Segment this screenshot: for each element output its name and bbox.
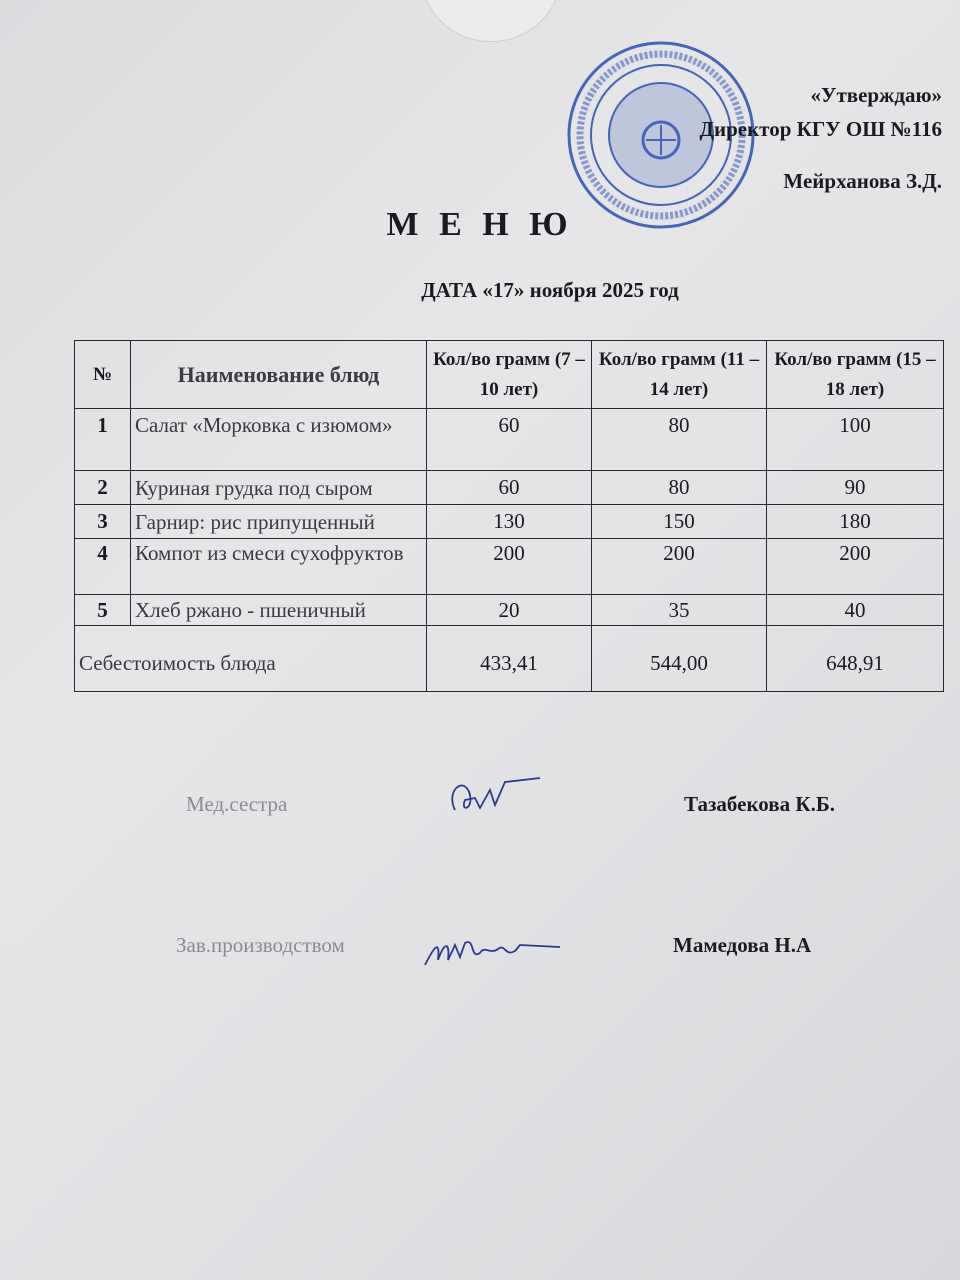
dish-name: Хлеб ржано - пшеничный — [131, 595, 427, 626]
dish-name: Куриная грудка под сыром — [131, 471, 427, 505]
table-row — [75, 595, 944, 626]
cost-11-14: 544,00 — [592, 626, 767, 692]
table-row — [75, 471, 944, 505]
grams-11-14: 80 — [592, 409, 767, 471]
row-number: 2 — [75, 471, 131, 505]
dish-name: Компот из смеси сухофруктов — [131, 539, 427, 595]
table-header — [75, 341, 944, 409]
row-number: 5 — [75, 595, 131, 626]
production-manager-signature — [420, 925, 570, 975]
dish-name: Салат «Морковка с изюмом» — [131, 409, 427, 471]
row-number: 1 — [75, 409, 131, 471]
grams-15-18: 100 — [767, 409, 944, 471]
punch-hole — [420, 0, 562, 42]
dish-name: Гарнир: рис припущенный — [131, 505, 427, 539]
header-age-7-10: Кол/во грамм (7 – 10 лет) — [427, 341, 592, 409]
nurse-name: Тазабекова К.Б. — [684, 792, 835, 816]
grams-11-14: 200 — [592, 539, 767, 595]
approval-position: Директор КГУ ОШ №116 — [699, 117, 942, 141]
approval-name: Мейрханова З.Д. — [783, 169, 942, 193]
grams-15-18: 40 — [767, 595, 944, 626]
menu-table — [74, 340, 944, 692]
table-row — [75, 505, 944, 539]
grams-7-10: 60 — [427, 471, 592, 505]
total-row — [75, 626, 944, 692]
grams-15-18: 200 — [767, 539, 944, 595]
approval-block — [700, 78, 942, 198]
production-manager-role: Зав.производством — [176, 933, 345, 957]
cost-7-10: 433,41 — [427, 626, 592, 692]
grams-7-10: 60 — [427, 409, 592, 471]
cost-15-18: 648,91 — [767, 626, 944, 692]
grams-7-10: 20 — [427, 595, 592, 626]
table-row — [75, 409, 944, 471]
header-number: № — [75, 341, 131, 409]
total-label: Себестоимость блюда — [75, 626, 427, 692]
nurse-role: Мед.сестра — [186, 792, 288, 816]
grams-11-14: 35 — [592, 595, 767, 626]
row-number: 3 — [75, 505, 131, 539]
header-age-11-14: Кол/во грамм (11 – 14 лет) — [592, 341, 767, 409]
page-title: М Е Н Ю — [386, 206, 574, 243]
grams-7-10: 200 — [427, 539, 592, 595]
production-manager-name: Мамедова Н.А — [673, 933, 812, 957]
header-dish: Наименование блюд — [131, 341, 427, 409]
nurse-signature — [435, 770, 545, 820]
row-number: 4 — [75, 539, 131, 595]
grams-15-18: 180 — [767, 505, 944, 539]
menu-date: ДАТА «17» ноября 2025 год — [421, 278, 679, 302]
grams-11-14: 80 — [592, 471, 767, 505]
grams-7-10: 130 — [427, 505, 592, 539]
header-age-15-18: Кол/во грамм (15 – 18 лет) — [767, 341, 944, 409]
approval-title: «Утверждаю» — [810, 83, 942, 107]
table-row — [75, 539, 944, 595]
grams-15-18: 90 — [767, 471, 944, 505]
grams-11-14: 150 — [592, 505, 767, 539]
